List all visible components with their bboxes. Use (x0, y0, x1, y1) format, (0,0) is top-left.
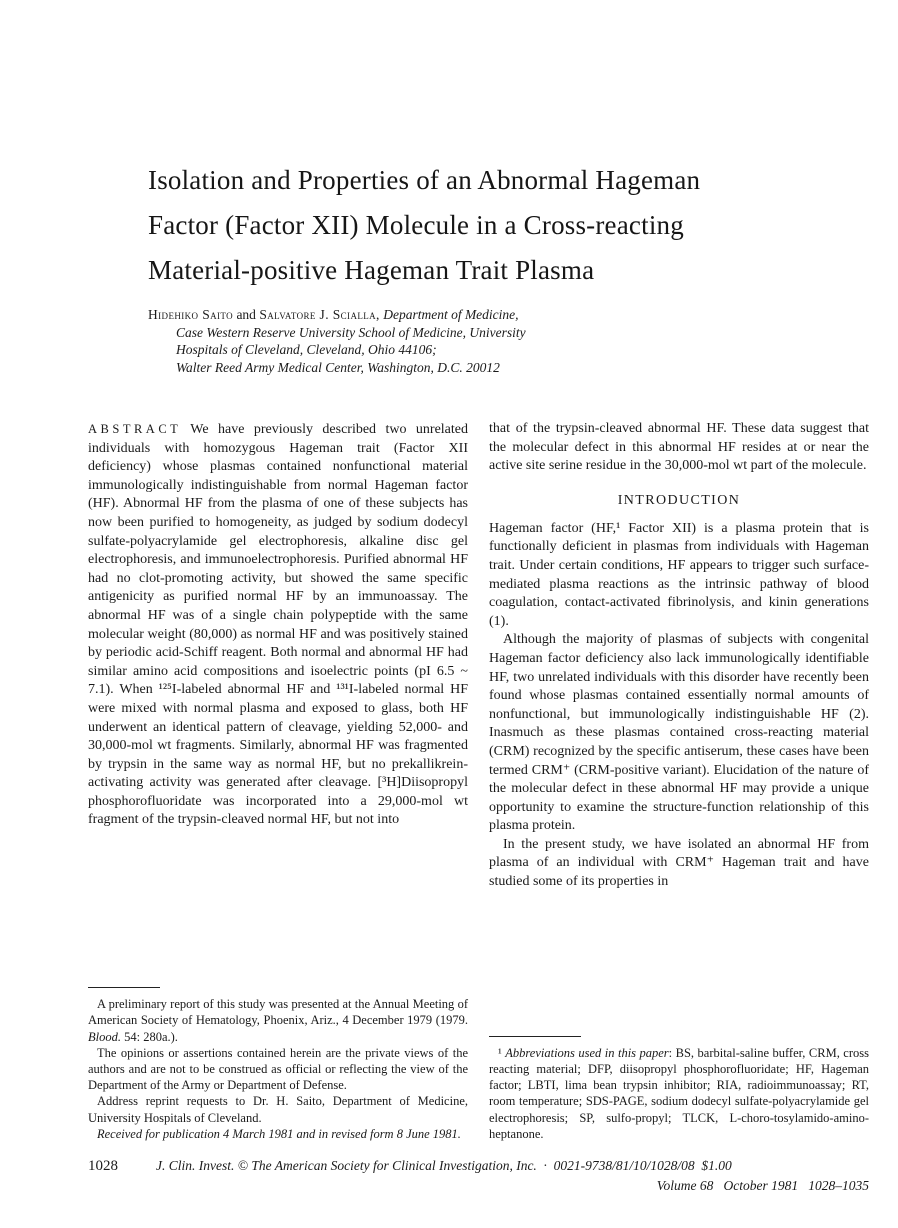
title-line-2: Factor (Factor XII) Molecule in a Cross-reacting (148, 210, 684, 240)
volume-issue-line: Volume 68 October 1981 1028–1035 (656, 1178, 869, 1193)
abstract-continuation: that of the trypsin-cleaved abnormal HF. These data suggest that the molecular defect in this abnormal HF resides at or near the active site serine residue in the 30,000-mol wt part of the molecule. (489, 421, 869, 474)
author-name-1: Hidehiko Saito (148, 307, 234, 322)
footnote-reprint-requests: Address reprint requests to Dr. H. Saito, Department of Medicine, University Hospitals of Cleveland. (88, 1094, 468, 1125)
journal-copyright: J. Clin. Invest. © The American Society for Clinical Investigation, Inc. · 0021-9738/81/10/1028/08 $1.00 (156, 1158, 732, 1173)
two-column-body (88, 420, 869, 1142)
title-line-1: Isolation and Properties of an Abnormal Hageman (148, 165, 701, 195)
affiliation-line-3: Walter Reed Army Medical Center, Washington, D.C. 20012 (176, 359, 500, 375)
abstract-label: ABSTRACT (88, 422, 182, 436)
abbreviations-footnote (489, 1045, 869, 1142)
right-column (489, 420, 869, 1142)
abstract-text: We have previously described two unrelated individuals with homozygous Hageman trait (Factor XII deficiency) whose plasmas contained nonfunctional material immunologically indistinguishable from normal Hageman factor (HF). Abnormal HF from the plasma of one of these subjects has now been purified to homogeneity, as judged by sodium dodecyl sulfate-polyacrylamide gel electrophoresis, alkaline disc gel electrophoresis, and immunoelectrophoresis. Purified abnormal HF had no clot-promoting activity, but showed the same specific antigenicity as purified normal HF by an immunoassay. The abnormal HF was of a single chain polypeptide with the same molecular weight (80,000) as normal HF and was positively stained by periodic acid-Schiff reagent. Both normal and abnormal HF had similar amino acid compositions and isoelectric points (pI 6.5 ~ 7.1). When ¹²⁵I-labeled abnormal HF and ¹³¹I-labeled normal HF were mixed with normal plasma and exposed to glass, both HF underwent an identical pattern of cleavage, yielding 52,000- and 30,000-mol wt fragments. Similarly, abnormal HF was fragmented by trypsin in the same way as normal HF, but no prekallikrein-activating activity was generated after cleavage. [³H]Diisopropyl phosphorofluoridate was incorporated into a 29,000-mol wt fragment of the trypsin-cleaved normal HF, but not into (88, 422, 468, 828)
intro-paragraph-2: Although the majority of plasmas of subjects with congenital Hageman factor deficiency also lack immunologically identifiable HF, two unrelated individuals with this disorder have recently been found whose plasmas contained essentially normal amounts of nonfunctional, but immunologically indistinguishable HF (2). Inasmuch as these plasmas contained cross-reacting material (CRM) recognized by the specific antiserum, these cases have been termed CRM⁺ (CRM-positive variant). Elucidation of the nature of the molecular defect in these abnormal HF may provide a unique opportunity to examine the structure-function relationship of this plasma protein. (489, 632, 869, 834)
right-footnotes (489, 1036, 869, 1142)
footnote-divider-right (489, 1036, 581, 1037)
footnote-opinions-disclaimer: The opinions or assertions contained herein are the private views of the authors and are not to be construed as official or reflecting the view of the Department of the Army or Department of Defense. (88, 1045, 468, 1093)
footnote-received-date: Received for publication 4 March 1981 and in revised form 8 June 1981. (97, 1126, 461, 1141)
author-line (148, 306, 748, 324)
author-name-2: Salvatore J. Scialla, (259, 307, 380, 322)
left-column (88, 420, 468, 1142)
intro-paragraph-1: Hageman factor (HF,¹ Factor XII) is a plasma protein that is functionally deficient in plasmas from individuals with Hageman trait. Under certain conditions, HF appears to trigger such surface-mediated plasma reactions as the intrinsic pathway of blood coagulation, contact-activated fibrinolysis, and kinin generations (1). (489, 520, 869, 629)
footer-credit-line (88, 1156, 869, 1176)
left-footnotes (88, 987, 468, 1142)
intro-paragraph-3: In the present study, we have isolated an abnormal HF from plasma of an individual with CRM⁺ Hageman trait and have studied some of its properties in (489, 836, 869, 890)
affiliation-inline: Department of Medicine, (379, 307, 519, 322)
abbreviations-list: : BS, barbital-saline buffer, CRM, cross reacting material; DFP, diisopropyl phosphorofluoridate; HF, Hageman factor; LBTI, lima bean trypsin inhibitor; RIA, radioimmunoassay; RT, room temperature; SDS-PAGE, sodium dodecyl sulfate-polyacrylamide gel electrophoresis; SP, sulfo-propyl; TLCK, L-choro-tosylamido-amino-heptanone. (489, 1045, 869, 1141)
authors-block (148, 306, 748, 376)
footnote-preliminary-report (88, 996, 468, 1045)
affiliation-line-1: Case Western Reserve University School of Medicine, University (176, 324, 526, 340)
page-footer (88, 1156, 869, 1195)
page-number: 1028 (88, 1158, 118, 1174)
title-line-3: Material-positive Hageman Trait Plasma (148, 255, 595, 285)
footnote-1-citation: 54: 280a.). (120, 1029, 178, 1044)
abbreviations-marker: ¹ (498, 1045, 506, 1060)
footnote-1-journal: Blood. (88, 1029, 121, 1044)
footnote-divider-left (88, 987, 160, 988)
affiliation-line-2: Hospitals of Cleveland, Cleveland, Ohio 44106; (176, 342, 437, 357)
footnote-1-text: A preliminary report of this study was presented at the Annual Meeting of American Society of Hematology, Phoenix, Ariz., 4 December 1979 (1979. (88, 997, 468, 1028)
abstract-paragraph (88, 420, 468, 830)
abbreviations-lead-in: Abbreviations used in this paper (505, 1045, 669, 1060)
introduction-heading: INTRODUCTION (617, 492, 741, 508)
article-title (148, 158, 828, 293)
author-connector: and (233, 307, 260, 322)
